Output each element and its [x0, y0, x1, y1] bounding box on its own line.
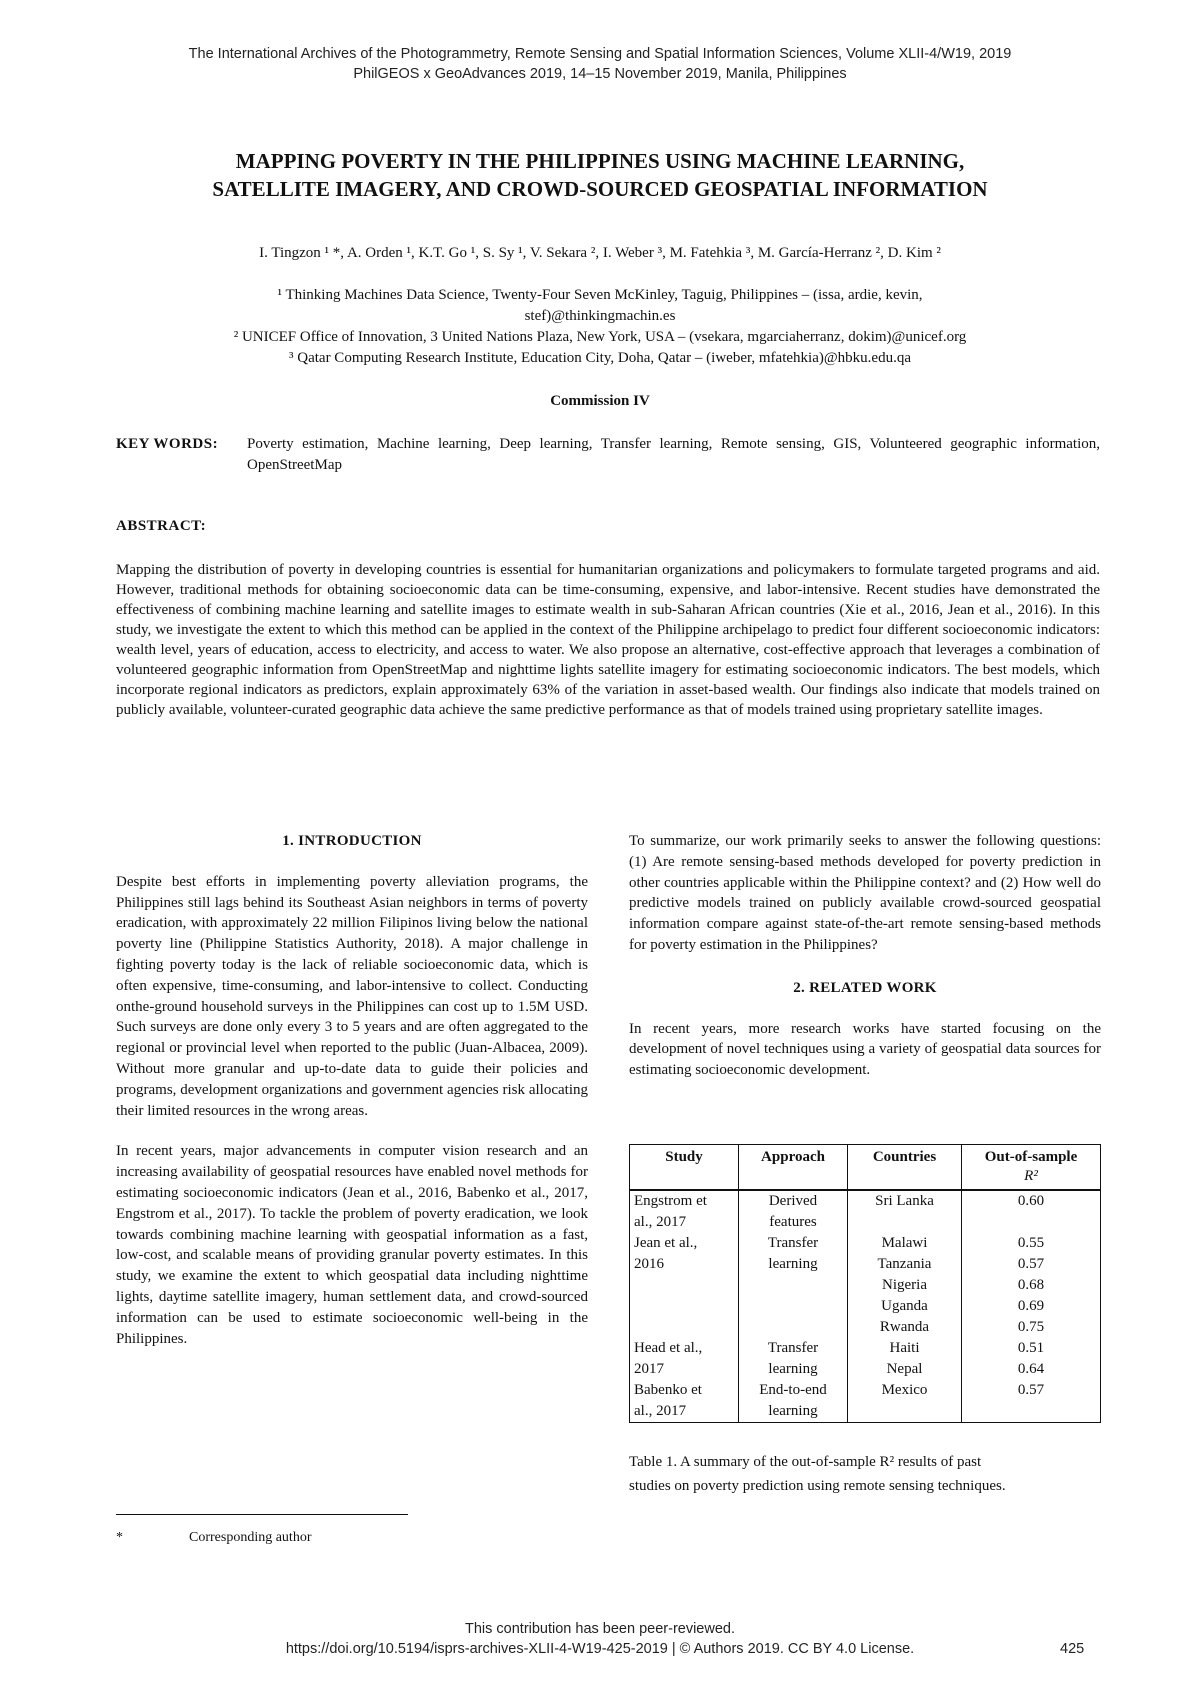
country-cell: Nigeria — [848, 1275, 962, 1296]
r2-cell: 0.57 — [962, 1380, 1101, 1401]
footnote-rule — [116, 1514, 408, 1515]
country-cell — [848, 1212, 962, 1233]
table-header-r2: R² — [1024, 1168, 1038, 1184]
table-header-out-of-sample-label: Out-of-sample — [984, 1149, 1078, 1165]
approach-cell: features — [739, 1212, 848, 1233]
footnote-text: Corresponding author — [189, 1530, 312, 1545]
right-column — [629, 831, 1101, 1081]
left-column — [116, 831, 588, 1349]
approach-cell: Transfer — [739, 1338, 848, 1359]
study-cell: Babenko et — [630, 1380, 739, 1401]
affiliation-1-line2: stef)@thinkingmachin.es — [524, 308, 676, 324]
table-caption — [629, 1450, 1101, 1498]
title-line2: SATELLITE IMAGERY, AND CROWD-SOURCED GEOSPATIAL INFORMATION — [212, 177, 988, 201]
table-row — [630, 1338, 1101, 1359]
table-row — [630, 1359, 1101, 1380]
table-row — [630, 1380, 1101, 1401]
approach-cell — [739, 1317, 848, 1338]
country-cell: Malawi — [848, 1233, 962, 1254]
approach-cell: Derived — [739, 1190, 848, 1212]
journal-header-line2: PhilGEOS x GeoAdvances 2019, 14–15 November 2019, Manila, Philippines — [353, 66, 847, 82]
r2-cell: 0.57 — [962, 1254, 1101, 1275]
approach-cell: End-to-end — [739, 1380, 848, 1401]
table-row — [630, 1401, 1101, 1423]
country-cell: Mexico — [848, 1380, 962, 1401]
r2-cell: 0.64 — [962, 1359, 1101, 1380]
table-caption-line1: Table 1. A summary of the out-of-sample R² results of past — [629, 1454, 982, 1470]
commission-label: Commission IV — [550, 393, 650, 409]
table-row — [630, 1212, 1101, 1233]
table-row — [630, 1254, 1101, 1275]
abstract-text: Mapping the distribution of poverty in developing countries is essential for humanitarian organizations and policymakers to formulate targeted programs and aid. However, traditional methods for obtaining socioeconomic data can be time-consuming, expensive, and labor-intensive. Recent studies have demonstrated the effectiveness of combining machine learning and satellite images to estimate wealth in sub-Saharan African countries (Xie et al., 2016, Jean et al., 2016). In this study, we investigate the extent to which this method can be applied in the context of the Philippine archipelago to predict four different socioeconomic indicators: wealth level, years of education, access to electricity, and access to water. We also propose an alternative, cost-effective approach that leverages a combination of volunteered geographic information from OpenStreetMap and nighttime lights satellite imagery for estimating socioeconomic indicators. The best models, which incorporate regional indicators as predictors, explain approximately 63% of the variation in asset-based wealth. Our findings also indicate that models trained on publicly available, volunteer-curated geographic data achieve the same predictive performance as that of models trained using proprietary satellite images. — [116, 562, 1100, 718]
intro-paragraph-1: Despite best efforts in implementing poverty alleviation programs, the Philippines still lags behind its Southeast Asian neighbors in terms of poverty eradication, with approximately 22 million Filipinos living below the national poverty line (Philippine Statistics Authority, 2018). A major challenge in fighting poverty today is the lack of reliable socioeconomic data, which is often expensive, time-consuming, and labor-intensive to collect. Conducting onthe-ground household surveys in the Philippines can cost up to 1.5M USD. Such surveys are done only every 3 to 5 years and are often aggregated to the regional or provincial level when reported to the public (Juan-Albacea, 2009). Without more granular and up-to-date data to guide their policies and programs, development organizations and government agencies risk allocating their limited resources in the wrong areas. — [116, 873, 588, 1119]
r2-cell: 0.75 — [962, 1317, 1101, 1338]
table-row — [630, 1275, 1101, 1296]
table-header-approach: Approach — [739, 1145, 848, 1191]
approach-cell: learning — [739, 1401, 848, 1423]
study-cell — [630, 1296, 739, 1317]
r2-cell — [962, 1212, 1101, 1233]
footnote-mark: * — [116, 1530, 123, 1545]
study-cell — [630, 1317, 739, 1338]
author-list: I. Tingzon ¹ *, A. Orden ¹, K.T. Go ¹, S. Sy ¹, V. Sekara ², I. Weber ³, M. Fatehkia ³, M. García-Herranz ², D. Kim ² — [259, 245, 941, 261]
study-cell: al., 2017 — [630, 1401, 739, 1423]
page-number: 425 — [1060, 1641, 1085, 1657]
summary-paragraph: To summarize, our work primarily seeks to answer the following questions: (1) Are remote sensing-based methods developed for poverty prediction in other countries applicable within the Philippine context? and (2) How well do predictive models trained on publicly available crowd-sourced geospatial information compare against state-of-the-art remote sensing-based methods for poverty estimation in the Philippines? — [629, 833, 1101, 953]
study-cell: Engstrom et — [630, 1190, 739, 1212]
country-cell: Haiti — [848, 1338, 962, 1359]
keywords-block — [116, 434, 1100, 476]
table-caption-line2: studies on poverty prediction using remote sensing techniques. — [629, 1478, 1006, 1494]
title-line1: MAPPING POVERTY IN THE PHILIPPINES USING MACHINE LEARNING, — [235, 149, 965, 173]
approach-cell: Transfer — [739, 1233, 848, 1254]
results-table — [629, 1144, 1101, 1423]
approach-cell — [739, 1296, 848, 1317]
footer-doi: https://doi.org/10.5194/isprs-archives-XLII-4-W19-425-2019 | © Authors 2019. CC BY 4.0 License. — [285, 1641, 915, 1657]
table-header-study: Study — [630, 1145, 739, 1191]
intro-paragraph-2: In recent years, major advancements in computer vision research and an increasing availability of geospatial resources have enabled novel methods for estimating socioeconomic indicators (Jean et al., 2016, Babenko et al., 2017, Engstrom et al., 2017). To tackle the problem of poverty eradication, we look towards combining machine learning with geospatial information as a fast, low-cost, and scalable means of providing granular poverty estimates. In this study, we examine the extent to which geospatial data including nighttime lights, daytime satellite imagery, human settlement data, and crowd-sourced information can be used to estimate socioeconomic well-being in the Philippines. — [116, 1143, 588, 1347]
study-cell — [630, 1275, 739, 1296]
approach-cell — [739, 1275, 848, 1296]
keywords-label: KEY WORDS: — [116, 436, 219, 452]
study-cell: al., 2017 — [630, 1212, 739, 1233]
table-header-out-of-sample — [962, 1145, 1101, 1191]
r2-cell: 0.51 — [962, 1338, 1101, 1359]
study-cell: 2016 — [630, 1254, 739, 1275]
table-row — [630, 1190, 1101, 1212]
study-cell: Jean et al., — [630, 1233, 739, 1254]
r2-cell: 0.55 — [962, 1233, 1101, 1254]
r2-cell: 0.69 — [962, 1296, 1101, 1317]
country-cell: Rwanda — [848, 1317, 962, 1338]
country-cell: Sri Lanka — [848, 1190, 962, 1212]
affiliation-3: ³ Qatar Computing Research Institute, Education City, Doha, Qatar – (iweber, mfatehkia)@hbku.edu.qa — [289, 350, 911, 366]
country-cell: Uganda — [848, 1296, 962, 1317]
related-work-paragraph: In recent years, more research works have started focusing on the development of novel techniques using a variety of geospatial data sources for estimating socioeconomic development. — [629, 1020, 1101, 1079]
approach-cell: learning — [739, 1254, 848, 1275]
table-row — [630, 1296, 1101, 1317]
r2-cell: 0.68 — [962, 1275, 1101, 1296]
r2-cell: 0.60 — [962, 1190, 1101, 1212]
table-row — [630, 1233, 1101, 1254]
approach-cell: learning — [739, 1359, 848, 1380]
r2-cell — [962, 1401, 1101, 1423]
country-cell — [848, 1401, 962, 1423]
table-header-countries: Countries — [848, 1145, 962, 1191]
section-heading-related-work: 2. RELATED WORK — [793, 979, 937, 996]
paper-title — [120, 147, 1080, 203]
affiliation-2: ² UNICEF Office of Innovation, 3 United Nations Plaza, New York, USA – (vsekara, mgarciaherranz, dokim)@unicef.org — [233, 329, 967, 345]
keywords-text: Poverty estimation, Machine learning, Deep learning, Transfer learning, Remote sensing, GIS, Volunteered geographic information, OpenStreetMap — [247, 436, 1100, 473]
abstract-heading: ABSTRACT: — [116, 518, 207, 534]
journal-header-line1: The International Archives of the Photogrammetry, Remote Sensing and Spatial Information Sciences, Volume XLII-4/W19, 2019 — [188, 46, 1012, 62]
study-cell: Head et al., — [630, 1338, 739, 1359]
footer-peer-review: This contribution has been peer-reviewed. — [464, 1621, 735, 1637]
section-heading-introduction: 1. INTRODUCTION — [282, 833, 422, 849]
table-row — [630, 1317, 1101, 1338]
study-cell: 2017 — [630, 1359, 739, 1380]
country-cell: Nepal — [848, 1359, 962, 1380]
country-cell: Tanzania — [848, 1254, 962, 1275]
table-header-row — [630, 1145, 1101, 1191]
affiliation-1-line1: ¹ Thinking Machines Data Science, Twenty-Four Seven McKinley, Taguig, Philippines – (issa, ardie, kevin, — [277, 287, 923, 303]
